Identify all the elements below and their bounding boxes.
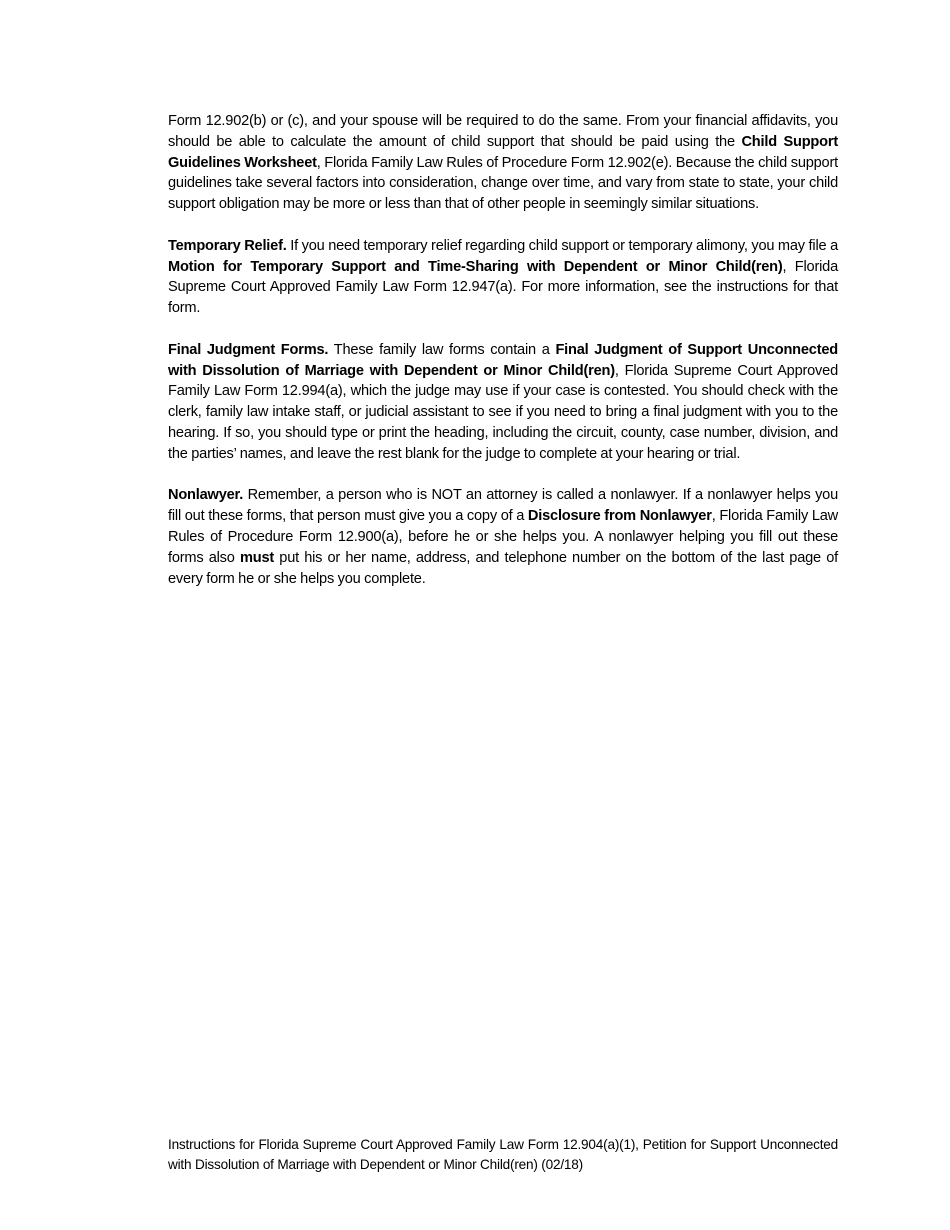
page-footer: Instructions for Florida Supreme Court Approved Family Law Form 12.904(a)(1), Petition for Support Unconnected with Dissolution of Marriage with Dependent or Minor Child(ren) (02/18): [168, 1137, 838, 1172]
text-run: , Florida Family Law Rules of Procedure Form 12.900(a), before he or she helps you. A nonlawyer helping you fill out these forms also: [168, 508, 838, 566]
section-heading-nonlawyer: Nonlawyer.: [168, 487, 244, 504]
text-run: , Florida Supreme Court Approved Family Law Form 12.947(a). For more information, see the instructions for that form.: [168, 258, 839, 317]
paragraph-final-judgment: [168, 340, 838, 465]
paragraph-financial-affidavits: [168, 111, 838, 215]
section-heading-final-judgment: Final Judgment Forms.: [168, 341, 329, 358]
bold-term-disclosure: Disclosure from Nonlawyer: [527, 508, 712, 525]
paragraph-temporary-relief: [168, 236, 838, 319]
bold-term-final-judgment: Final Judgment of Support Unconnected with Dissolution of Marriage with Dependent or Minor Child(ren): [168, 341, 838, 379]
text-run: Form 12.902(b) or (c), and your spouse will be required to do the same. From your financial affidavits, you should be able to calculate the amount of child support that should be paid using the: [168, 113, 838, 150]
bold-term-must: must: [239, 549, 275, 566]
section-heading-temporary-relief: Temporary Relief.: [168, 237, 287, 254]
document-body: [168, 111, 838, 610]
text-run: These family law forms contain a: [328, 341, 556, 358]
text-run: , Florida Supreme Court Approved Family Law Form 12.994(a), which the judge may use if your case is contested. You should check with the clerk, family law intake staff, or judicial assistant to see if you need to bring a final judgment with you to the hearing. If so, you should type or print the heading, including the circuit, county, case number, division, and the parties’ names, and leave the rest blank for the judge to complete at your hearing or trial.: [168, 362, 838, 462]
bold-term-motion: Motion for Temporary Support and Time-Sharing with Dependent or Minor Child(ren): [168, 258, 783, 275]
text-run: Remember, a person who is NOT an attorney is called a nonlawyer. If a nonlawyer helps you fill out these forms, that person must give you a copy of a: [168, 487, 838, 525]
text-run: put his or her name, address, and telephone number on the bottom of the last page of every form he or she helps you complete.: [168, 549, 838, 587]
bold-term-worksheet: Child Support Guidelines Worksheet: [168, 133, 838, 171]
text-run: , Florida Family Law Rules of Procedure Form 12.902(e). Because the child support guidelines take several factors into consideration, change over time, and vary from state to state, your child support obligation may be more or less than that of other people in seemingly similar situations.: [168, 154, 838, 213]
text-run: If you need temporary relief regarding child support or temporary alimony, you may file a: [286, 237, 838, 254]
paragraph-nonlawyer: [168, 485, 838, 589]
